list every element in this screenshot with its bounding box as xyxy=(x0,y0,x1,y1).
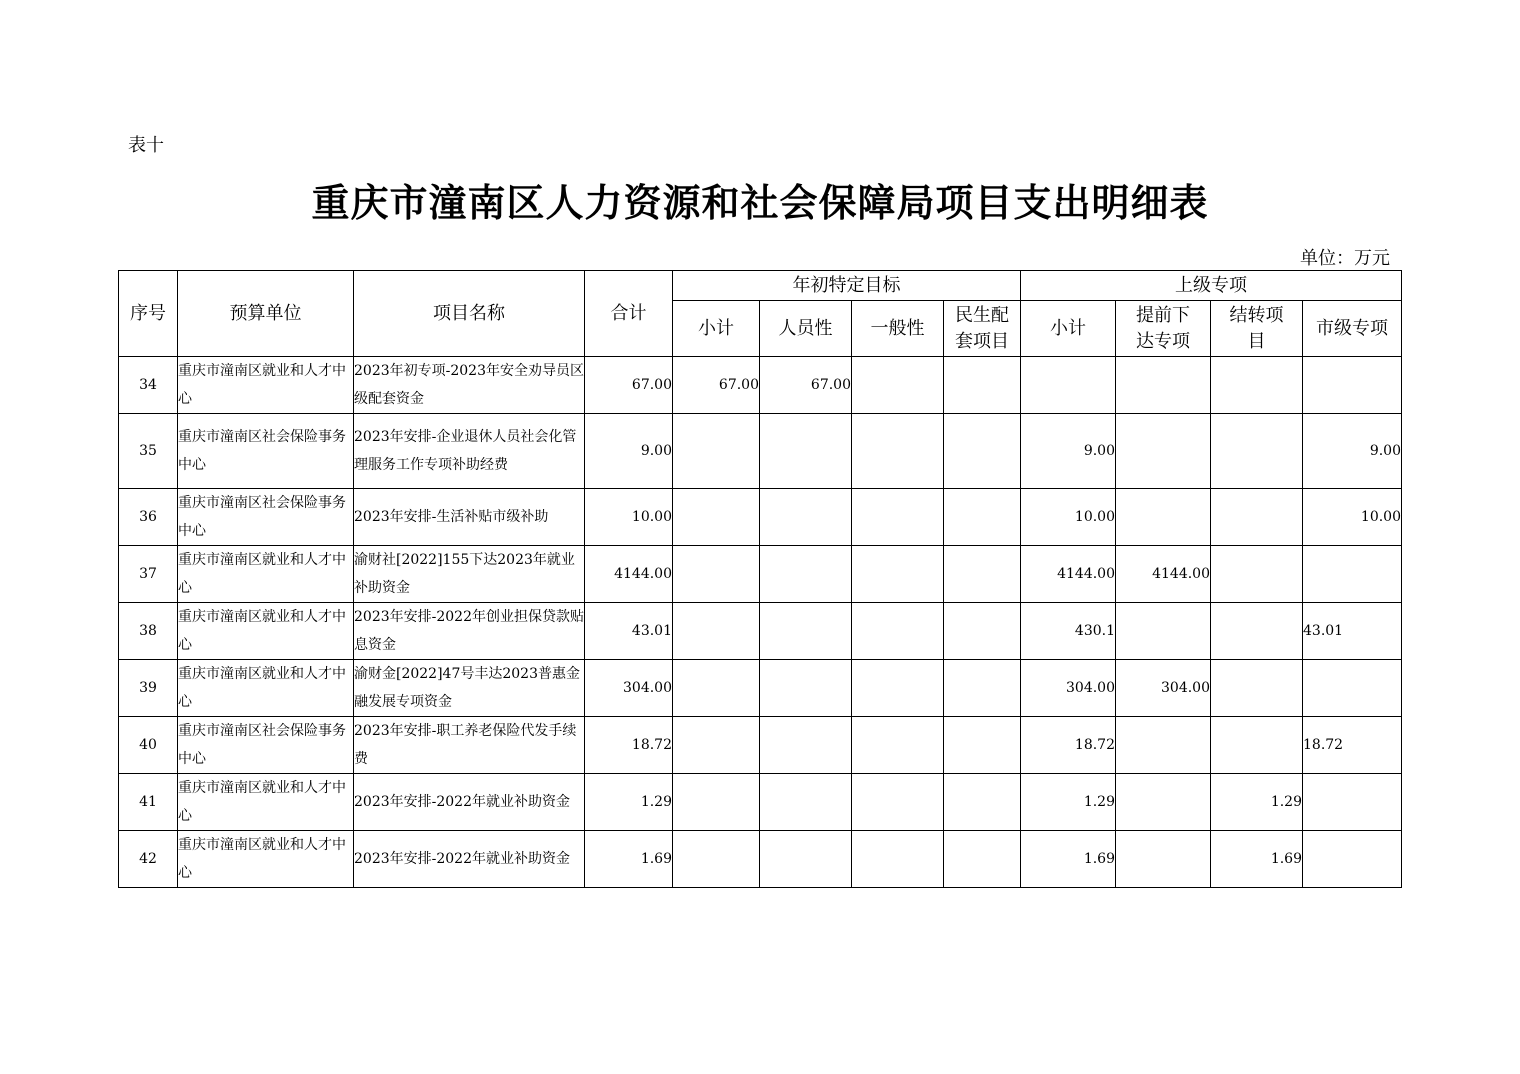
cell-seq: 38 xyxy=(119,603,178,660)
cell-municipal: 10.00 xyxy=(1303,489,1402,546)
cell-initial-subtotal xyxy=(673,414,760,489)
cell-total: 4144.00 xyxy=(585,546,673,603)
cell-seq: 40 xyxy=(119,717,178,774)
cell-total: 1.29 xyxy=(585,774,673,831)
cell-general xyxy=(852,717,944,774)
cell-initial-subtotal xyxy=(673,546,760,603)
cell-project: 2023年安排-生活补贴市级补助 xyxy=(354,489,585,546)
cell-superior-subtotal: 1.29 xyxy=(1021,774,1116,831)
table-label: 表十 xyxy=(128,135,164,156)
cell-personnel xyxy=(760,546,852,603)
header-unit: 预算单位 xyxy=(178,271,354,357)
table-row xyxy=(119,831,1402,888)
cell-livelihood xyxy=(944,774,1021,831)
table-row xyxy=(119,414,1402,489)
cell-advance: 4144.00 xyxy=(1116,546,1211,603)
page-title: 重庆市潼南区人力资源和社会保障局项目支出明细表 xyxy=(311,180,1209,225)
header-personnel: 人员性 xyxy=(760,301,852,357)
cell-livelihood xyxy=(944,717,1021,774)
cell-carryover xyxy=(1211,414,1303,489)
table-row xyxy=(119,489,1402,546)
cell-project: 2023年安排-企业退休人员社会化管理服务工作专项补助经费 xyxy=(354,414,585,489)
cell-unit: 重庆市潼南区就业和人才中心 xyxy=(178,660,354,717)
cell-municipal: 9.00 xyxy=(1303,414,1402,489)
cell-initial-subtotal xyxy=(673,660,760,717)
cell-advance: 304.00 xyxy=(1116,660,1211,717)
cell-seq: 37 xyxy=(119,546,178,603)
cell-seq: 34 xyxy=(119,357,178,414)
cell-superior-subtotal: 18.72 xyxy=(1021,717,1116,774)
cell-unit: 重庆市潼南区社会保险事务中心 xyxy=(178,414,354,489)
header-group-initial: 年初特定目标 xyxy=(673,271,1021,301)
cell-personnel xyxy=(760,774,852,831)
cell-carryover xyxy=(1211,603,1303,660)
cell-livelihood xyxy=(944,603,1021,660)
cell-advance xyxy=(1116,831,1211,888)
cell-livelihood xyxy=(944,357,1021,414)
cell-general xyxy=(852,414,944,489)
cell-seq: 42 xyxy=(119,831,178,888)
cell-personnel xyxy=(760,414,852,489)
cell-municipal xyxy=(1303,660,1402,717)
cell-unit: 重庆市潼南区就业和人才中心 xyxy=(178,774,354,831)
cell-municipal xyxy=(1303,774,1402,831)
cell-personnel xyxy=(760,717,852,774)
cell-general xyxy=(852,489,944,546)
cell-advance xyxy=(1116,603,1211,660)
cell-carryover xyxy=(1211,660,1303,717)
cell-unit: 重庆市潼南区社会保险事务中心 xyxy=(178,717,354,774)
cell-unit: 重庆市潼南区就业和人才中心 xyxy=(178,357,354,414)
cell-carryover xyxy=(1211,546,1303,603)
unit-note: 单位：万元 xyxy=(1300,248,1390,269)
cell-project: 2023年安排-2022年就业补助资金 xyxy=(354,774,585,831)
cell-livelihood xyxy=(944,660,1021,717)
header-seq: 序号 xyxy=(119,271,178,357)
header-total: 合计 xyxy=(585,271,673,357)
header-initial-subtotal: 小计 xyxy=(673,301,760,357)
cell-municipal xyxy=(1303,831,1402,888)
cell-initial-subtotal xyxy=(673,774,760,831)
cell-superior-subtotal: 10.00 xyxy=(1021,489,1116,546)
cell-general xyxy=(852,603,944,660)
cell-total: 18.72 xyxy=(585,717,673,774)
cell-project: 渝财金[2022]47号丰达2023普惠金融发展专项资金 xyxy=(354,660,585,717)
cell-superior-subtotal: 9.00 xyxy=(1021,414,1116,489)
cell-initial-subtotal xyxy=(673,831,760,888)
cell-personnel: 67.00 xyxy=(760,357,852,414)
cell-carryover: 1.29 xyxy=(1211,774,1303,831)
cell-municipal xyxy=(1303,546,1402,603)
cell-project: 2023年安排-2022年就业补助资金 xyxy=(354,831,585,888)
cell-total: 10.00 xyxy=(585,489,673,546)
cell-superior-subtotal: 4144.00 xyxy=(1021,546,1116,603)
cell-total: 67.00 xyxy=(585,357,673,414)
cell-municipal: 43.01 xyxy=(1303,603,1402,660)
table-row xyxy=(119,357,1402,414)
cell-advance xyxy=(1116,717,1211,774)
header-carryover: 结转项目 xyxy=(1211,301,1303,357)
table-body xyxy=(119,357,1402,888)
table-row xyxy=(119,717,1402,774)
cell-initial-subtotal: 67.00 xyxy=(673,357,760,414)
cell-advance xyxy=(1116,357,1211,414)
cell-unit: 重庆市潼南区就业和人才中心 xyxy=(178,603,354,660)
cell-unit: 重庆市潼南区社会保险事务中心 xyxy=(178,489,354,546)
cell-seq: 39 xyxy=(119,660,178,717)
cell-superior-subtotal xyxy=(1021,357,1116,414)
cell-initial-subtotal xyxy=(673,489,760,546)
cell-personnel xyxy=(760,660,852,717)
cell-superior-subtotal: 304.00 xyxy=(1021,660,1116,717)
cell-personnel xyxy=(760,603,852,660)
cell-advance xyxy=(1116,774,1211,831)
table-row xyxy=(119,546,1402,603)
cell-initial-subtotal xyxy=(673,717,760,774)
cell-general xyxy=(852,831,944,888)
cell-carryover: 1.69 xyxy=(1211,831,1303,888)
header-superior-subtotal: 小计 xyxy=(1021,301,1116,357)
cell-total: 9.00 xyxy=(585,414,673,489)
cell-superior-subtotal: 1.69 xyxy=(1021,831,1116,888)
cell-livelihood xyxy=(944,489,1021,546)
header-advance: 提前下达专项 xyxy=(1116,301,1211,357)
cell-municipal xyxy=(1303,357,1402,414)
cell-livelihood xyxy=(944,546,1021,603)
cell-carryover xyxy=(1211,717,1303,774)
cell-general xyxy=(852,774,944,831)
header-group-superior: 上级专项 xyxy=(1021,271,1402,301)
cell-seq: 35 xyxy=(119,414,178,489)
cell-municipal: 18.72 xyxy=(1303,717,1402,774)
header-municipal: 市级专项 xyxy=(1303,301,1402,357)
cell-livelihood xyxy=(944,414,1021,489)
cell-seq: 41 xyxy=(119,774,178,831)
cell-initial-subtotal xyxy=(673,603,760,660)
header-project: 项目名称 xyxy=(354,271,585,357)
cell-livelihood xyxy=(944,831,1021,888)
cell-project: 2023年初专项-2023年安全劝导员区级配套资金 xyxy=(354,357,585,414)
header-livelihood: 民生配套项目 xyxy=(944,301,1021,357)
cell-personnel xyxy=(760,489,852,546)
cell-general xyxy=(852,546,944,603)
project-expenditure-table xyxy=(118,270,1402,888)
cell-project: 2023年安排-职工养老保险代发手续费 xyxy=(354,717,585,774)
cell-total: 43.01 xyxy=(585,603,673,660)
cell-total: 1.69 xyxy=(585,831,673,888)
cell-seq: 36 xyxy=(119,489,178,546)
cell-project: 2023年安排-2022年创业担保贷款贴息资金 xyxy=(354,603,585,660)
cell-unit: 重庆市潼南区就业和人才中心 xyxy=(178,831,354,888)
table-row xyxy=(119,603,1402,660)
cell-superior-subtotal: 430.1 xyxy=(1021,603,1116,660)
header-general: 一般性 xyxy=(852,301,944,357)
cell-personnel xyxy=(760,831,852,888)
cell-general xyxy=(852,660,944,717)
cell-advance xyxy=(1116,414,1211,489)
table-row xyxy=(119,660,1402,717)
cell-project: 渝财社[2022]155下达2023年就业补助资金 xyxy=(354,546,585,603)
cell-general xyxy=(852,357,944,414)
cell-carryover xyxy=(1211,357,1303,414)
cell-unit: 重庆市潼南区就业和人才中心 xyxy=(178,546,354,603)
table-row xyxy=(119,774,1402,831)
cell-carryover xyxy=(1211,489,1303,546)
cell-total: 304.00 xyxy=(585,660,673,717)
cell-advance xyxy=(1116,489,1211,546)
